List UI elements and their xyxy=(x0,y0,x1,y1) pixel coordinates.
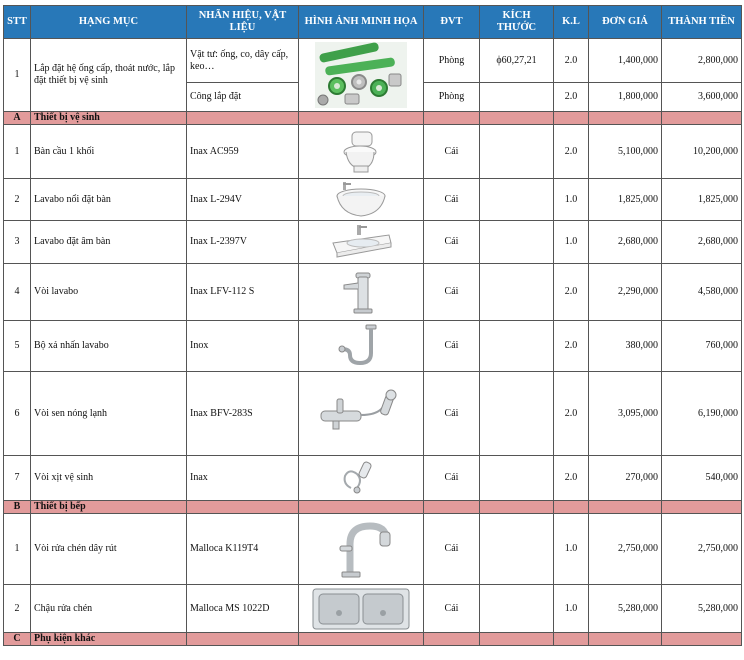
row-price: 2,680,000 xyxy=(589,221,662,264)
col-header-brand: NHÃN HIỆU, VẬT LIỆU xyxy=(187,6,299,39)
row-unit: Cái xyxy=(424,179,480,221)
row-qty: 2.0 xyxy=(554,264,589,321)
row-stt: 1 xyxy=(4,514,31,585)
row-brand: Inax xyxy=(187,456,299,501)
row-stt: 2 xyxy=(4,585,31,633)
row-image-cell xyxy=(299,585,424,633)
kitchen-faucet-icon xyxy=(326,518,396,580)
table-row xyxy=(4,456,742,501)
row-price: 5,100,000 xyxy=(589,125,662,179)
table-row xyxy=(4,585,742,633)
row-unit: Cái xyxy=(424,321,480,372)
row-image-cell xyxy=(299,39,424,112)
row-brand: Malloca K119T4 xyxy=(187,514,299,585)
table-row xyxy=(4,514,742,585)
row-image-cell xyxy=(299,514,424,585)
row-total: 760,000 xyxy=(662,321,742,372)
row-price: 2,750,000 xyxy=(589,514,662,585)
row-total: 6,190,000 xyxy=(662,372,742,456)
row-total: 540,000 xyxy=(662,456,742,501)
col-header-size: KÍCH THƯỚC xyxy=(480,6,554,39)
quotation-table xyxy=(3,5,742,646)
row-price: 1,825,000 xyxy=(589,179,662,221)
pipe-fittings-icon xyxy=(315,42,407,108)
section-row-a xyxy=(4,112,742,125)
row-size: ϕ60,27,21 xyxy=(480,39,554,83)
col-header-unit: ĐVT xyxy=(424,6,480,39)
row-image-cell xyxy=(299,264,424,321)
basin-faucet-icon xyxy=(336,267,386,317)
row-size xyxy=(480,179,554,221)
row-brand: Inax L-2397V xyxy=(187,221,299,264)
row-unit: Cái xyxy=(424,372,480,456)
table-header-row xyxy=(4,6,742,39)
row-qty: 1.0 xyxy=(554,585,589,633)
row-total: 2,800,000 xyxy=(662,39,742,83)
row-stt: 6 xyxy=(4,372,31,456)
row-size xyxy=(480,456,554,501)
row-image-cell xyxy=(299,456,424,501)
row-total: 4,580,000 xyxy=(662,264,742,321)
row-image-cell xyxy=(299,221,424,264)
row-qty: 2.0 xyxy=(554,83,589,112)
row-item: Bộ xả nhấn lavabo xyxy=(31,321,187,372)
section-code: B xyxy=(4,501,31,514)
row-size xyxy=(480,585,554,633)
row-item: Vòi xịt vệ sinh xyxy=(31,456,187,501)
col-header-item: HẠNG MỤC xyxy=(31,6,187,39)
row-unit: Phòng xyxy=(424,83,480,112)
row-item: Chậu rửa chén xyxy=(31,585,187,633)
kitchen-sink-icon xyxy=(311,587,411,631)
row-unit: Cái xyxy=(424,514,480,585)
vessel-basin-icon xyxy=(333,180,389,220)
section-code: A xyxy=(4,112,31,125)
row-unit: Cái xyxy=(424,221,480,264)
row-size xyxy=(480,321,554,372)
row-item: Lavabo nổi đặt bàn xyxy=(31,179,187,221)
section-code: C xyxy=(4,633,31,646)
row-total: 1,825,000 xyxy=(662,179,742,221)
row-unit: Cái xyxy=(424,585,480,633)
bidet-spray-icon xyxy=(337,458,385,498)
table-row xyxy=(4,39,742,83)
table-row xyxy=(4,221,742,264)
row-qty: 2.0 xyxy=(554,456,589,501)
row-size xyxy=(480,264,554,321)
row-price: 1,400,000 xyxy=(589,39,662,83)
toilet-icon xyxy=(336,128,386,176)
row-stt: 1 xyxy=(4,39,31,112)
table-row xyxy=(4,179,742,221)
row-brand: Vật tư: ống, co, dây cấp, keo… xyxy=(187,39,299,83)
col-header-image: HÌNH ẢNH MINH HỌA xyxy=(299,6,424,39)
row-brand: Inax LFV-112 S xyxy=(187,264,299,321)
row-stt: 4 xyxy=(4,264,31,321)
row-stt: 1 xyxy=(4,125,31,179)
row-qty: 1.0 xyxy=(554,179,589,221)
row-item: Vòi sen nóng lạnh xyxy=(31,372,187,456)
drain-trap-icon xyxy=(338,323,384,369)
row-item: Lắp đặt hệ ống cấp, thoát nước, lắp đặt thiết bị vệ sinh xyxy=(31,39,187,112)
row-item: Vòi rửa chén dây rút xyxy=(31,514,187,585)
row-total: 5,280,000 xyxy=(662,585,742,633)
row-total: 2,750,000 xyxy=(662,514,742,585)
row-size xyxy=(480,125,554,179)
row-stt: 2 xyxy=(4,179,31,221)
row-qty: 1.0 xyxy=(554,221,589,264)
row-total: 10,200,000 xyxy=(662,125,742,179)
row-brand: Inax L-294V xyxy=(187,179,299,221)
row-image-cell xyxy=(299,321,424,372)
row-item: Lavabo đặt âm bàn xyxy=(31,221,187,264)
row-stt: 7 xyxy=(4,456,31,501)
row-image-cell xyxy=(299,125,424,179)
table-row xyxy=(4,264,742,321)
shower-mixer-icon xyxy=(311,389,411,439)
row-size xyxy=(480,83,554,112)
table-row xyxy=(4,125,742,179)
row-price: 3,095,000 xyxy=(589,372,662,456)
row-item: Bàn cầu 1 khối xyxy=(31,125,187,179)
section-row-c xyxy=(4,633,742,646)
row-price: 270,000 xyxy=(589,456,662,501)
row-size xyxy=(480,372,554,456)
row-qty: 2.0 xyxy=(554,39,589,83)
row-image-cell xyxy=(299,372,424,456)
row-size xyxy=(480,514,554,585)
row-unit: Cái xyxy=(424,264,480,321)
undermount-basin-icon xyxy=(329,223,393,261)
row-qty: 2.0 xyxy=(554,125,589,179)
row-qty: 2.0 xyxy=(554,321,589,372)
section-title: Thiết bị vệ sinh xyxy=(31,112,187,125)
col-header-price: ĐƠN GIÁ xyxy=(589,6,662,39)
section-row-b xyxy=(4,501,742,514)
row-price: 2,290,000 xyxy=(589,264,662,321)
col-header-qty: K.L xyxy=(554,6,589,39)
row-size xyxy=(480,221,554,264)
row-total: 2,680,000 xyxy=(662,221,742,264)
row-item: Vòi lavabo xyxy=(31,264,187,321)
row-brand: Inox xyxy=(187,321,299,372)
row-unit: Phòng xyxy=(424,39,480,83)
section-title: Phụ kiện khác xyxy=(31,633,187,646)
row-brand: Malloca MS 1022D xyxy=(187,585,299,633)
row-unit: Cái xyxy=(424,125,480,179)
row-brand: Inax BFV-283S xyxy=(187,372,299,456)
row-total: 3,600,000 xyxy=(662,83,742,112)
table-row xyxy=(4,321,742,372)
row-price: 1,800,000 xyxy=(589,83,662,112)
row-price: 380,000 xyxy=(589,321,662,372)
row-brand: Inax AC959 xyxy=(187,125,299,179)
row-stt: 5 xyxy=(4,321,31,372)
table-row xyxy=(4,372,742,456)
row-qty: 2.0 xyxy=(554,372,589,456)
col-header-stt: STT xyxy=(4,6,31,39)
row-price: 5,280,000 xyxy=(589,585,662,633)
section-title: Thiết bị bếp xyxy=(31,501,187,514)
row-qty: 1.0 xyxy=(554,514,589,585)
row-image-cell xyxy=(299,179,424,221)
row-stt: 3 xyxy=(4,221,31,264)
row-brand: Công lắp đặt xyxy=(187,83,299,112)
col-header-total: THÀNH TIỀN xyxy=(662,6,742,39)
row-unit: Cái xyxy=(424,456,480,501)
